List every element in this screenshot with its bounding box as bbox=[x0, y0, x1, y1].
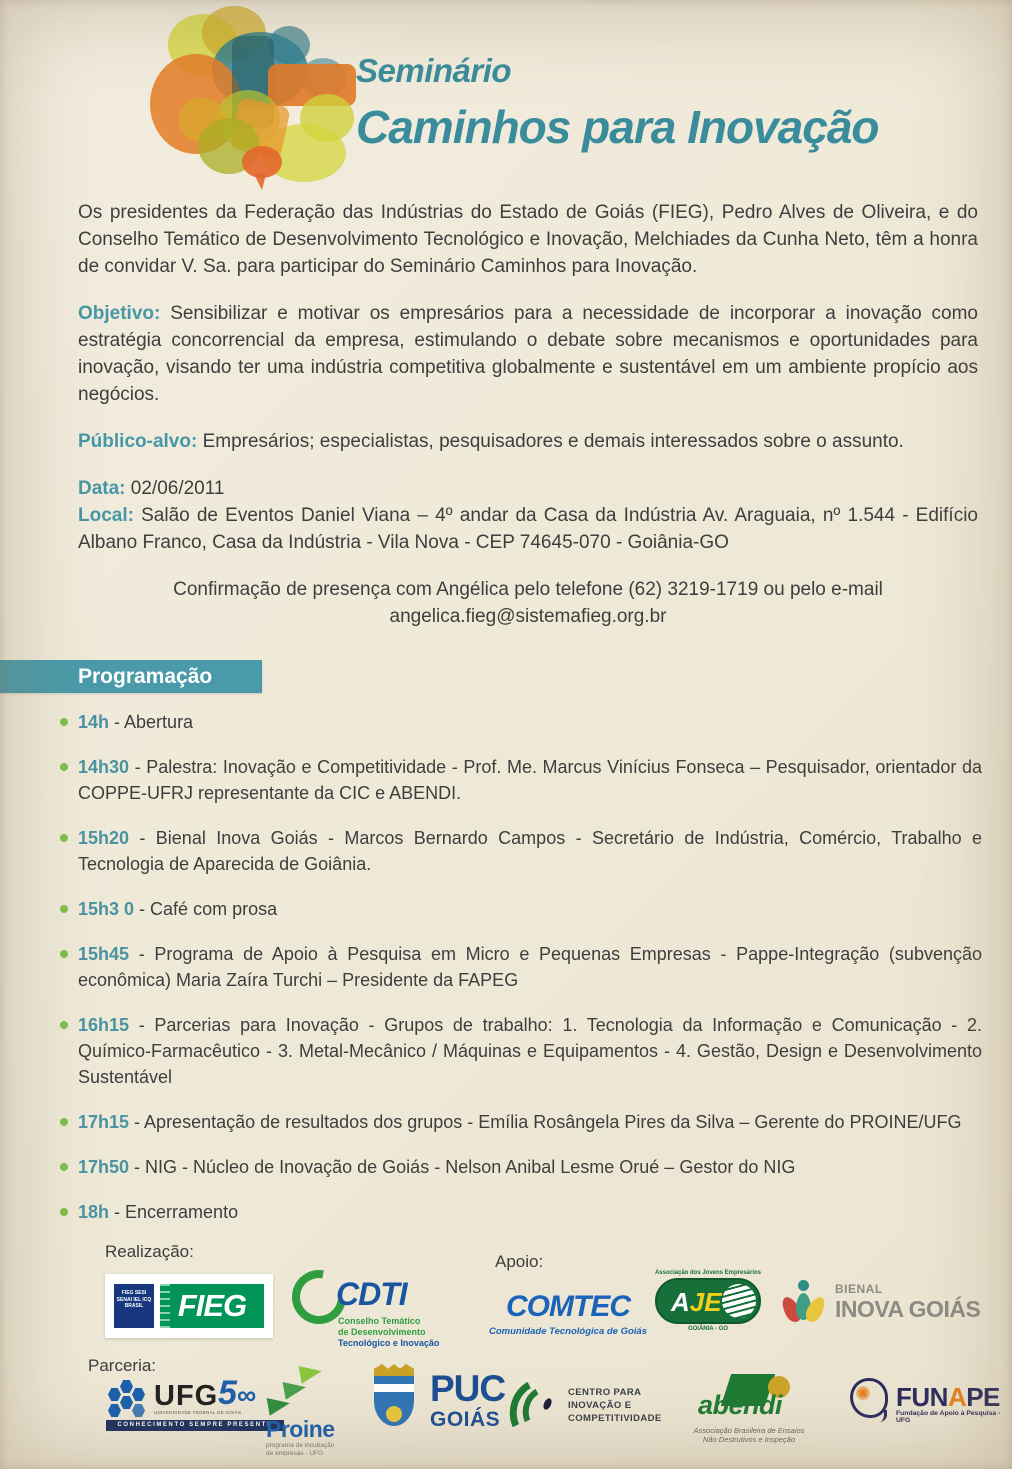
list-item bbox=[78, 754, 982, 806]
abendi-caption: Associação Brasileira de Ensaios Não Destrutivos e Inspeção bbox=[693, 1426, 805, 1444]
item-text: - Abertura bbox=[109, 712, 194, 732]
aje-wordmark: AJE bbox=[671, 1287, 722, 1317]
data-value: 02/06/2011 bbox=[125, 478, 225, 499]
cic-caption: CENTRO PARA INOVAÇÃO E COMPETITIVIDADE bbox=[568, 1387, 662, 1424]
parceria-label: Parceria: bbox=[88, 1356, 157, 1375]
confirmation-text: Confirmação de presença com Angélica pelo telefone (62) 3219-1719 ou pelo e-mail bbox=[173, 579, 883, 600]
aje-globe-icon bbox=[722, 1284, 756, 1318]
item-time: 17h15 bbox=[78, 1112, 130, 1132]
invitation-body bbox=[0, 199, 1012, 630]
confirmation-email[interactable]: angelica.fieg@sistemafieg.org.br bbox=[389, 606, 667, 627]
page-title bbox=[356, 52, 879, 154]
item-time: 16h15 bbox=[78, 1015, 130, 1035]
aje-logo bbox=[650, 1270, 766, 1332]
local-value: Salão de Eventos Daniel Viana – 4º andar da Casa da Indústria Av. Araguaia, nº 1.544 - Edifício Albano Franco, Casa da Indústria - Vila Nova - CEP 74645-070 - Goiânia-GO bbox=[78, 505, 978, 553]
item-text: - Apresentação de resultados dos grupos - Emília Rosângela Pires da Silva – Gerente do PROINE/UFG bbox=[129, 1112, 962, 1132]
item-text: - Programa de Apoio à Pesquisa em Micro e Pequenas Empresas - Pappe-Integração (subvenção econômica) Maria Zaíra Turchi – Presidente da FAPEG bbox=[78, 944, 982, 990]
comtec-wordmark: COMTEC bbox=[506, 1290, 630, 1323]
item-time: 14h30 bbox=[78, 757, 130, 777]
programacao-header: Programação bbox=[0, 660, 262, 693]
funape-wordmark: FUNAPE bbox=[896, 1382, 1000, 1412]
programacao-list bbox=[0, 709, 1012, 1225]
proine-caption: programa de incubação de empresas - UFG bbox=[266, 1442, 335, 1457]
item-time: 15h45 bbox=[78, 944, 130, 964]
item-time: 15h3 0 bbox=[78, 899, 135, 919]
puc-wordmark: PUC GOIÁS bbox=[430, 1368, 506, 1431]
data-line bbox=[78, 475, 978, 502]
list-item bbox=[78, 941, 982, 993]
funape-head-icon: ✺ bbox=[850, 1378, 888, 1426]
comtec-caption: Comunidade Tecnológica de Goiás bbox=[488, 1326, 647, 1337]
list-item bbox=[78, 709, 982, 735]
list-item bbox=[78, 1154, 982, 1180]
confirmation-block bbox=[78, 576, 978, 630]
ufg-slogan-bar: CONHECIMENTO SEMPRE PRESENTE bbox=[106, 1420, 284, 1431]
list-item bbox=[78, 1012, 982, 1090]
item-text: - Café com prosa bbox=[134, 899, 278, 919]
ufg-wordmark: UFG bbox=[154, 1380, 219, 1412]
title-seminario: Seminário bbox=[356, 52, 512, 89]
realizacao-label: Realização: bbox=[105, 1242, 194, 1261]
local-label: Local: bbox=[78, 505, 134, 526]
aje-caption-top: Associação dos Jovens Empresários bbox=[654, 1270, 762, 1276]
item-text: - Bienal Inova Goiás - Marcos Bernardo Campos - Secretário de Indústria, Comércio, Trabalho e Tecnologia de Aparecida de Goiânia. bbox=[78, 828, 982, 874]
comtec-logo bbox=[483, 1290, 653, 1337]
aje-caption-bottom: GOIÂNIA - GO bbox=[687, 1326, 729, 1332]
list-item bbox=[78, 1109, 982, 1135]
item-time: 15h20 bbox=[78, 828, 130, 848]
item-time: 18h bbox=[78, 1202, 110, 1222]
cdti-caption: Conselho Temático de Desenvolvimento Tecnológico e Inovação bbox=[338, 1316, 440, 1348]
aje-badge bbox=[655, 1278, 761, 1324]
publico-text: Empresários; especialistas, pesquisadores e demais interessados sobre o assunto. bbox=[197, 431, 904, 452]
objetivo-text: Sensibilizar e motivar os empresários para a necessidade de incorporar a inovação como estratégia concorrencial da empresa, estimulando o debate sobre mecanismos e oportunidades para inovação, visando ter uma indústria competitiva globalmente e sustentável em um ambiente propício aos negócios. bbox=[78, 303, 978, 405]
local-line bbox=[78, 505, 978, 553]
data-label: Data: bbox=[78, 478, 126, 499]
abendi-wordmark: abendi bbox=[698, 1390, 783, 1420]
intro-paragraph: Os presidentes da Federação das Indústrias do Estado de Goiás (FIEG), Pedro Alves de Oliveira, e do Conselho Temático de Desenvolvimento Tecnológico e Inovação, Melchiades da Cunha Neto, têm a honra de convidar V. Sa. para participar do Seminário Caminhos para Inovação. bbox=[78, 202, 978, 277]
cdti-wordmark: CDTI bbox=[336, 1276, 407, 1312]
header bbox=[0, 0, 1012, 185]
funape-caption: Fundação de Apoio à Pesquisa - UFG bbox=[896, 1410, 1001, 1424]
item-text: - Palestra: Inovação e Competitividade - Prof. Me. Marcus Vinícius Fonseca – Pesquisador, orientador da COPPE-UFRJ representante da CIC e ABENDI. bbox=[78, 757, 982, 803]
fieg-wordmark: FIEG bbox=[160, 1284, 264, 1328]
item-text: - Encerramento bbox=[109, 1202, 239, 1222]
list-item bbox=[78, 896, 982, 922]
list-item bbox=[78, 1199, 982, 1225]
publico-paragraph bbox=[78, 428, 978, 455]
publico-label: Público-alvo: bbox=[78, 431, 198, 452]
item-time: 14h bbox=[78, 712, 110, 732]
bienal-flower-icon bbox=[783, 1280, 825, 1332]
item-time: 17h50 bbox=[78, 1157, 130, 1177]
item-text: - Parcerias para Inovação - Grupos de trabalho: 1. Tecnologia da Informação e Comunicação - 2. Químico-Farmacêutico - 3. Metal-Mecânico / Máquinas e Equipamentos - 4. Gestão, Design e Desenvolvimento Sustentável bbox=[78, 1015, 982, 1087]
fieg-system-block: FIEG SESI SENAI IEL ICQ BRASIL bbox=[114, 1284, 154, 1328]
item-text: - NIG - Núcleo de Inovação de Goiás - Nelson Anibal Lesme Orué – Gestor do NIG bbox=[129, 1157, 796, 1177]
objetivo-paragraph bbox=[78, 300, 978, 408]
proine-wordmark: Proine bbox=[266, 1416, 335, 1442]
ufg-50-years: 5∞ bbox=[218, 1374, 257, 1412]
speech-bubbles-logo bbox=[150, 6, 355, 184]
fieg-logo bbox=[105, 1274, 273, 1338]
bienal-wordmark: BIENAL INOVA GOIÁS bbox=[835, 1282, 981, 1322]
title-caminhos: Caminhos para Inovação bbox=[356, 101, 879, 153]
objetivo-label: Objetivo: bbox=[78, 303, 161, 324]
list-item bbox=[78, 825, 982, 877]
apoio-label: Apoio: bbox=[495, 1252, 544, 1271]
footer-logos bbox=[0, 1232, 1012, 1469]
puc-shield-icon bbox=[366, 1364, 422, 1436]
data-local-block bbox=[78, 475, 978, 556]
ufg-university-caption: UNIVERSIDADE FEDERAL DE GOIÁS bbox=[154, 1410, 242, 1415]
